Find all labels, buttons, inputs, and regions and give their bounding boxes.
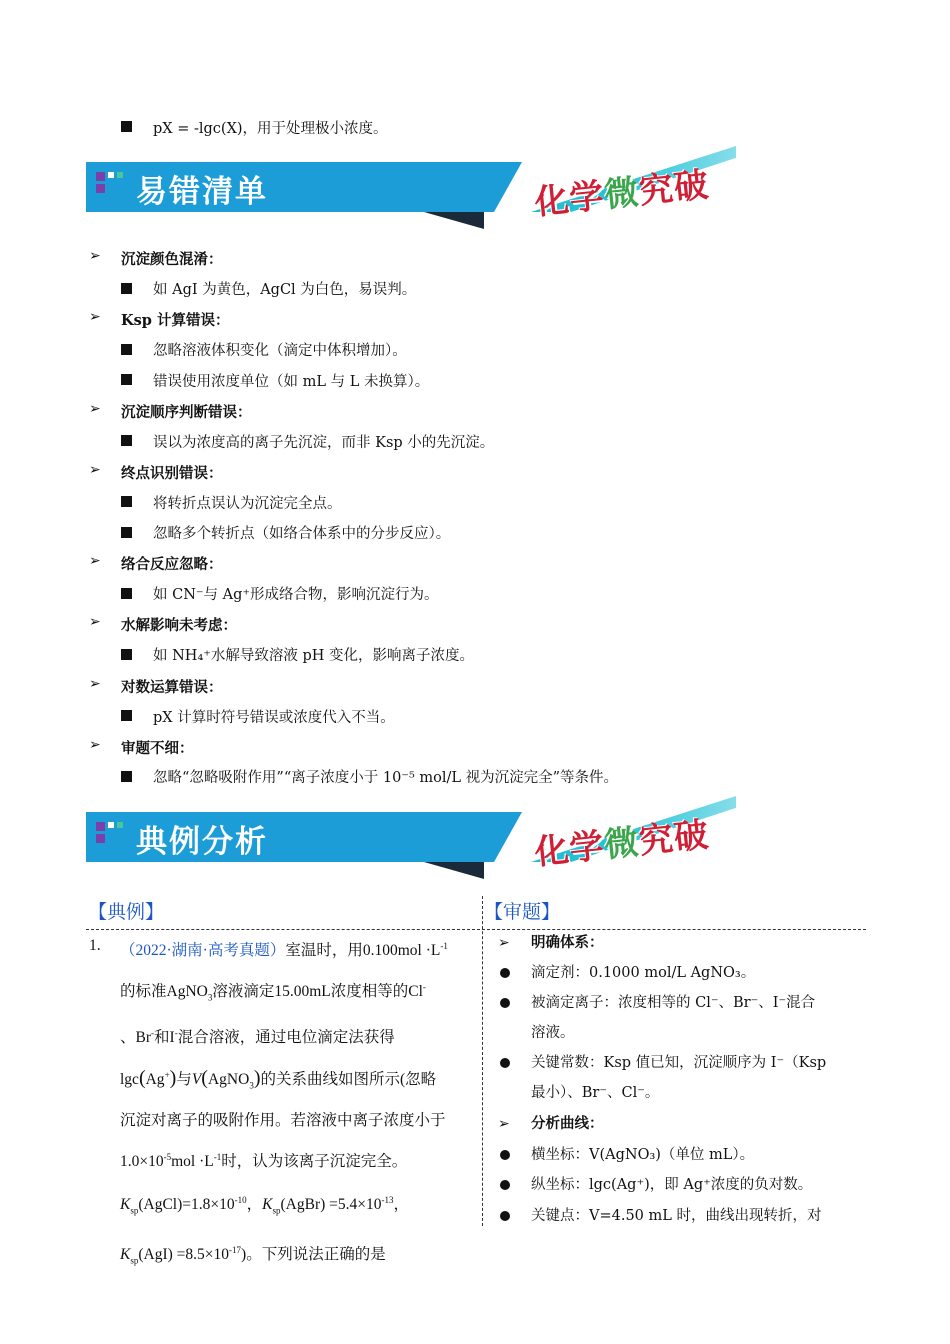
analysis-heading: 分析曲线： [531,1115,604,1132]
error-heading: 络合反应忽略： [121,556,223,573]
square-bullet-icon [121,527,132,538]
analysis-item: 横坐标：V(AgNO₃)（单位 mL）。 [531,1147,755,1163]
square-bullet-icon [121,283,132,294]
arrow-bullet-icon: ➢ [89,676,101,692]
square-bullet-icon [121,435,132,446]
question-body [120,928,480,1278]
chemistry-watermark: chemistry [537,149,615,181]
error-item: 错误使用浓度单位（如 mL 与 L 未换算）。 [153,374,430,390]
dot-bullet-icon [500,1058,510,1068]
square-bullet-icon [121,771,132,782]
dot-bullet-icon [500,968,510,978]
chemistry-watermark: chemistry [537,799,615,831]
analysis-item: 被滴定离子：浓度相等的 Cl⁻、Br⁻、I⁻混合 [531,995,816,1011]
error-item: 忽略“忽略吸附作用”“离子浓度小于 10⁻⁵ mol/L 视为沉淀完全”等条件。 [153,770,619,786]
error-heading: 对数运算错误： [121,679,223,696]
dot-bullet-icon [500,1150,510,1160]
question-line: $1.0\times 10^{-5}mol \cdot L^{-1}$时，认为该离子沉淀完全。 [120,1151,408,1170]
square-bullet-icon [121,588,132,599]
dot-bullet-icon [500,1180,510,1190]
arrow-bullet-icon: ➢ [89,248,101,264]
question-line: $K_{sp}(AgI) =8.5\times 10^{-17}$)。下列说法正确的是 [120,1245,386,1266]
pixel-decoration-icon [96,822,105,831]
error-item: 误以为浓度高的离子先沉淀，而非 Ksp 小的先沉淀。 [153,435,495,451]
error-heading: 沉淀颜色混淆： [121,251,223,268]
brand-logo: 化学微究破 [532,814,711,874]
question-line: 的标准AgNO$_3$溶液滴定15.00mL浓度相等的Cl- [120,982,426,1003]
table-column-divider [482,896,483,1226]
question-line: 沉淀对离子的吸附作用。若溶液中离子浓度小于 [120,1111,446,1129]
error-item: 如 AgI 为黄色，AgCl 为白色，易误判。 [153,282,417,298]
square-bullet-icon [121,121,132,132]
arrow-bullet-icon: ➢ [89,462,101,478]
analysis-item-cont: 溶液。 [531,1025,575,1041]
error-heading: 水解影响未考虑： [121,617,237,634]
question-number: 1. [89,937,101,954]
error-item: 如 NH₄⁺水解导致溶液 pH 变化，影响离子浓度。 [153,648,475,664]
section-banner-errors [86,149,746,232]
error-item: 忽略多个转折点（如络合体系中的分步反应）。 [153,526,451,542]
question-line: （2022·湖南·高考真题）室温时，用$0.100mol \cdot L^{-1}$ [120,941,448,960]
section-title: 易错清单 [136,174,268,210]
pixel-decoration-icon [96,172,105,181]
analysis-item: 滴定剂：0.1000 mol/L AgNO₃。 [531,965,756,981]
error-item: 将转折点误认为沉淀完全点。 [153,496,342,512]
dot-bullet-icon [500,1211,510,1221]
error-heading: Ksp 计算错误： [121,312,230,329]
error-item: pX 计算时符号错误或浓度代入不当。 [153,710,395,726]
arrow-bullet-icon: ➢ [89,737,101,753]
analysis-header: 【审题】 [484,901,561,923]
section-banner-examples [86,799,746,882]
square-bullet-icon [121,649,132,660]
brand-logo: 化学微究破 [532,164,711,224]
analysis-item: 关键点：V=4.50 mL 时，曲线出现转折，对 [531,1208,822,1224]
square-bullet-icon [121,496,132,507]
analysis-item: 关键常数：Ksp 值已知，沉淀顺序为 I⁻（Ksp [531,1055,827,1071]
arrow-bullet-icon: ➢ [498,935,510,951]
square-bullet-icon [121,710,132,721]
error-item: 如 CN⁻与 Ag⁺形成络合物，影响沉淀行为。 [153,587,439,603]
arrow-bullet-icon: ➢ [89,614,101,630]
question-line: lgc(Ag+)与V(AgNO$_3$)的关系曲线如图所示(忽略 [120,1066,437,1090]
top-item: pX = -lgc(X)，用于处理极小浓度。 [153,121,388,137]
error-heading: 审题不细： [121,740,194,757]
question-line: 、Br-和I-混合溶液，通过电位滴定法获得 [120,1028,395,1047]
question-source: （2022·湖南·高考真题） [120,942,286,960]
arrow-bullet-icon: ➢ [89,401,101,417]
error-heading: 沉淀顺序判断错误： [121,404,252,421]
square-bullet-icon [121,374,132,385]
square-bullet-icon [121,344,132,355]
arrow-bullet-icon: ➢ [89,553,101,569]
arrow-bullet-icon: ➢ [498,1116,510,1132]
analysis-item-cont: 最小）、Br⁻、Cl⁻。 [531,1085,660,1101]
analysis-heading: 明确体系： [531,934,604,951]
analysis-item: 纵坐标：lgc(Ag⁺)，即 Ag⁺浓度的负对数。 [531,1177,813,1193]
example-header: 【典例】 [88,901,165,923]
arrow-bullet-icon: ➢ [89,309,101,325]
question-line: $K_{sp}(AgCl)=1.8\times 10^{-10}$，$K_{sp}(AgBr) =5.4\times 10^{-13}$， [120,1194,410,1216]
dot-bullet-icon [500,998,510,1008]
section-title: 典例分析 [136,824,268,860]
error-heading: 终点识别错误： [121,465,223,482]
error-item: 忽略溶液体积变化（滴定中体积增加）。 [153,343,407,359]
